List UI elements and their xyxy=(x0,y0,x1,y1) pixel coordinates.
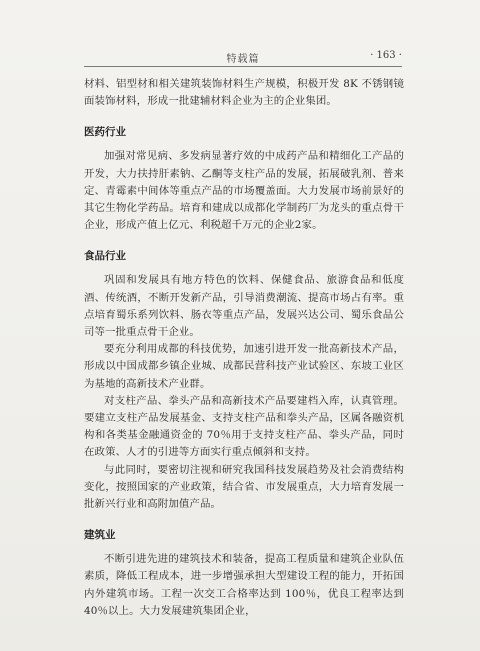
paragraph: 与此同时，要密切注视和研究我国科技发展趋势及社会消费结构变化，按照国家的产业政策，结合省、市发展重点，大力培育发展一批新兴行业和高附加值产品。 xyxy=(84,463,404,511)
section-heading: 建筑业 xyxy=(84,529,116,542)
section-construction xyxy=(84,527,404,620)
page-body xyxy=(84,76,404,620)
paragraph: 要充分利用成都的科技优势，加速引进开发一批高新技术产品，形成以中国成都乡镇企业城、成都民营科技产业试验区、东坡工业区为基地的高新技术产业群。 xyxy=(84,343,404,390)
paragraph: 不断引进先进的建筑技术和装备，提高工程质量和建筑企业队伍素质，降低工程成本，进一步增强承担大型建设工程的能力，开拓国内外建筑市场。工程一次交工合格率达到 100％，优良工程率达到 40％以上。大力发展建筑集团企业， xyxy=(84,553,404,617)
section-medicine xyxy=(84,124,404,234)
section-heading: 食品行业 xyxy=(84,250,126,263)
page-number: · 163 · xyxy=(370,50,402,61)
section-food xyxy=(84,248,404,513)
paragraph: 加强对常见病、多发病显著疗效的中成药产品和精细化工产品的开发，大力扶持肝素钠、乙酮等支柱产品的发展，拓展破乳剂、普来定、青霉素中间体等重点产品的市场覆盖面。大力发展市场前景好的其它生物化学药品。培育和建成以成都化学制药厂为龙头的重点骨干企业，形成产值上亿元、利税超千万元的企业2家。 xyxy=(84,150,404,232)
paragraph: 巩固和发展具有地方特色的饮料、保健食品、旅游食品和低度酒、传统酒，不断开发新产品，引导消费潮流、提高市场占有率。重点培育蜀乐系列饮料、肠衣等重点产品，发展兴达公司、蜀乐食品公司等一批重点骨干企业。 xyxy=(84,274,404,339)
header-rule xyxy=(84,66,402,67)
paragraph: 对支柱产品、拳头产品和高新技术产品要建档入库，认真管理。要建立支柱产品发展基金、支持支柱产品和拳头产品，区属各融资机构和各类基金融通资金的 70％用于支持支柱产品、拳头产品，同时在政策、人才的引进等方面实行重点倾斜和支持。 xyxy=(84,394,404,459)
section-heading: 医药行业 xyxy=(84,126,126,139)
section-title: 特载篇 xyxy=(226,54,260,65)
continued-paragraph: 材料、铝型材和相关建筑装饰材料生产规模，积极开发 8K 不锈钢镜面装饰材料，形成一批建辅材料企业为主的企业集团。 xyxy=(84,78,404,108)
